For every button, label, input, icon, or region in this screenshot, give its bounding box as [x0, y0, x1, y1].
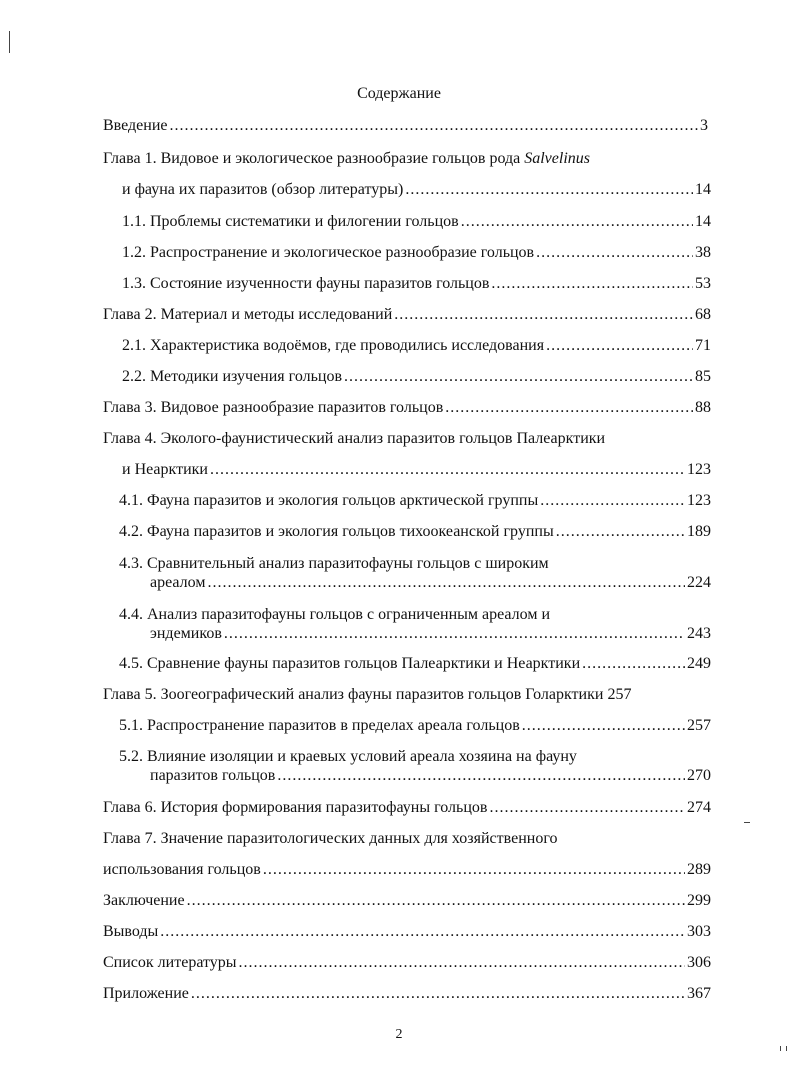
toc-entry-1-1: 1.1. Проблемы систематики и филогении гольцов ..... 14	[122, 213, 711, 231]
toc-entry-4-4: 4.4. Анализ паразитофауны гольцов с ограниченным ареалом и	[119, 606, 551, 623]
toc-entry-4-2: 4.2. Фауна паразитов и экология гольцов тихоокеанской группы ..... 189	[119, 523, 711, 541]
genus-name: Salvelinus	[524, 150, 590, 167]
toc-entry-2-2: 2.2. Методики изучения гольцов ..... 85	[122, 368, 711, 386]
toc-entry-chapter-5: Глава 5. Зоогеографический анализ фауны паразитов гольцов Голарктики 257	[103, 686, 632, 703]
toc-entry-5-2: 5.2. Влияние изоляции и краевых условий ареала хозяина на фауну	[119, 748, 577, 765]
toc-entry-2-1: 2.1. Характеристика водоёмов, где проводились исследования ..... 71	[122, 337, 711, 355]
toc-entry-chapter-2: Глава 2. Материал и методы исследований ..... 68	[103, 306, 711, 324]
toc-entry-chapter-7-cont: использования гольцов ..... 289	[103, 861, 711, 879]
toc-entry-4-3-cont: ареалом ..... 224	[150, 574, 711, 592]
toc-entry-4-4-cont: эндемиков ..... 243	[150, 625, 711, 643]
toc-entry-references: Список литературы ..... 306	[103, 954, 711, 972]
page-number: 2	[395, 1027, 403, 1042]
toc-entry-chapter-6: Глава 6. История формирования паразитофауны гольцов ..... 274	[103, 799, 711, 817]
toc-entry-chapter-3: Глава 3. Видовое разнообразие паразитов гольцов ..... 88	[103, 399, 711, 417]
toc-entry-4-1: 4.1. Фауна паразитов и экология гольцов арктической группы ..... 123	[119, 492, 711, 510]
page-title: Содержание	[357, 85, 441, 102]
toc-entry-chapter-1: Глава 1. Видовое и экологическое разнообразие гольцов рода Salvelinus	[103, 150, 590, 167]
toc-entry-introduction: Введение ..... 3	[103, 117, 708, 135]
toc-entry-4-5: 4.5. Сравнение фауны паразитов гольцов Палеарктики и Неарктики ..... 249	[119, 655, 711, 673]
scan-artifact	[780, 1046, 781, 1051]
toc-entry-5-1: 5.1. Распространение паразитов в пределах ареала гольцов ..... 257	[119, 717, 711, 735]
toc-entry-conclusion: Заключение ..... 299	[103, 892, 711, 910]
toc-entry-4-3: 4.3. Сравнительный анализ паразитофауны гольцов с широким	[119, 555, 549, 572]
toc-entry-chapter-4-cont: и Неарктики ..... 123	[122, 461, 711, 479]
toc-entry-chapter-7: Глава 7. Значение паразитологических данных для хозяйственного	[103, 830, 558, 847]
toc-entry-5-2-cont: паразитов гольцов ..... 270	[150, 767, 711, 785]
scan-artifact	[9, 31, 10, 53]
toc-entry-1-2: 1.2. Распространение и экологическое разнообразие гольцов ..... 38	[122, 244, 711, 262]
scan-artifact	[786, 1046, 787, 1051]
toc-entry-appendix: Приложение ..... 367	[103, 985, 711, 1003]
toc-entry-chapter-4: Глава 4. Эколого-фаунистический анализ паразитов гольцов Палеарктики	[103, 430, 606, 447]
scan-artifact	[744, 822, 750, 823]
toc-entry-chapter-1-cont: и фауна их паразитов (обзор литературы) ..... 14	[122, 181, 711, 199]
toc-entry-findings: Выводы ..... 303	[103, 923, 711, 941]
toc-entry-1-3: 1.3. Состояние изученности фауны паразитов гольцов ..... 53	[122, 275, 711, 293]
